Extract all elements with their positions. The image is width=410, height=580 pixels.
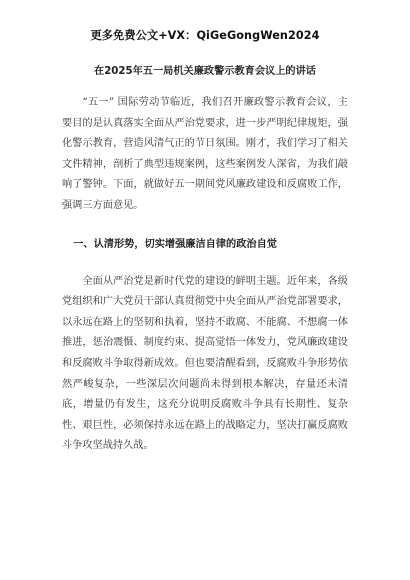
document-title: 在2025年五一局机关廉政警示教育会议上的讲话 — [94, 66, 316, 77]
section-heading-1: 一、认清形势，切实增强廉洁自律的政治自觉 — [73, 238, 277, 250]
intro-paragraph: “五一” 国际劳动节临近，我们召开廉政警示教育会议，主要目的是认真落实全面从严治党要求，进一步严明纪律规矩，强化警示教育，营造风清气正的节日氛围。刚才，我们学习了相关文件精神，剖析了典型违规案例，这些案例发人深省，为我们敲响了警钟。下面，就做好五一期间党风廉政建设和反腐败工作，强调三方面意见。 — [62, 97, 348, 211]
section-paragraph-1: 全面从严治党是新时代党的建设的鲜明主题。近年来，各级党组织和广大党员干部认真贯彻党中央全面从严治党部署要求，以永远在路上的坚韧和执着，坚持不敢腐、不能腐、不想腐一体推进，惩治震慑、制度约束、提高觉悟一体发力，党风廉政建设和反腐败斗争取得新成效。但也要清醒看到，反腐败斗争形势依然严峻复杂，一些深层次问题尚未得到根本解决，存量还未清底，增量仍有发生，这充分说明反腐败斗争具有长期性、复杂性、艰巨性，必须保持永远在路上的战略定力，坚决打赢反腐败斗争攻坚战持久战。 — [62, 275, 348, 452]
watermark-text: 更多免费公文+VX：QiGeGongWen2024 — [90, 29, 320, 42]
